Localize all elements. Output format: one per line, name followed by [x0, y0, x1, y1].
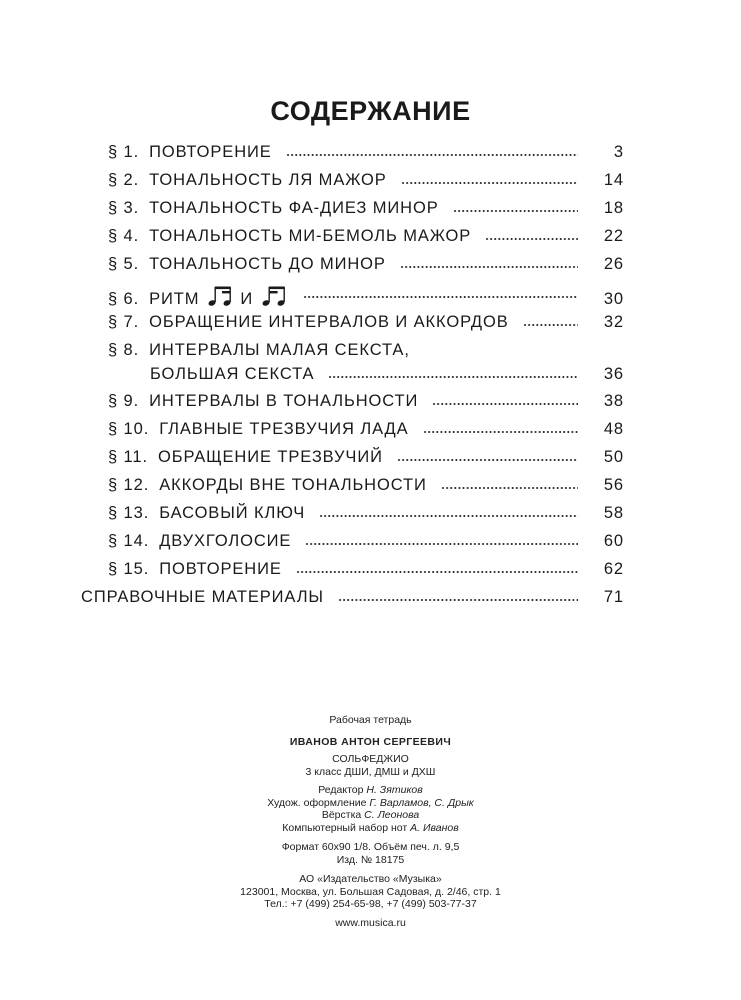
- toc-page-number: 18: [603, 199, 624, 217]
- toc-entry: [108, 143, 624, 165]
- toc-title: ДВУХГОЛОСИЕ: [159, 532, 292, 550]
- book-title: СОЛЬФЕДЖИО: [332, 753, 409, 765]
- publisher-name: АО «Издательство «Музыка»: [299, 873, 442, 885]
- toc-entry-first-line: [108, 341, 624, 363]
- publisher-website: www.musica.ru: [335, 916, 406, 929]
- toc-leader-dots: [523, 320, 578, 330]
- toc-page-number: 60: [603, 532, 624, 550]
- toc-section-number: § 8.: [108, 341, 140, 359]
- eighth-sixteenth-notes-icon: [207, 285, 233, 307]
- toc-title: ОБРАЩЕНИЕ ИНТЕРВАЛОВ И АККОРДОВ: [149, 313, 509, 331]
- toc-section-number: § 3.: [108, 199, 140, 217]
- toc-page-number: 62: [603, 560, 624, 578]
- toc-title: БАСОВЫЙ КЛЮЧ: [159, 504, 306, 522]
- toc-leader-dots: [400, 262, 578, 272]
- toc-leader-dots: [397, 455, 578, 465]
- toc-page-number: 32: [603, 313, 624, 331]
- toc-page-number: 14: [603, 171, 624, 189]
- toc-page-number: 22: [603, 227, 624, 245]
- toc-leader-dots: [319, 511, 578, 521]
- toc-entry: [108, 227, 624, 249]
- author-name: ИВАНОВ АНТОН СЕРГЕЕВИЧ: [289, 735, 452, 748]
- toc-leader-dots: [296, 567, 578, 577]
- toc-section-number: § 14.: [108, 532, 150, 550]
- toc-title: ТОНАЛЬНОСТЬ ФА-ДИЕЗ МИНОР: [149, 199, 439, 217]
- toc-leader-dots: [303, 292, 578, 302]
- toc-entry: [108, 504, 624, 526]
- toc-title-part: И: [240, 290, 254, 308]
- toc-leader-dots: [441, 483, 578, 493]
- toc-leader-dots: [453, 206, 578, 216]
- toc-section-number: § 13.: [108, 504, 150, 522]
- toc-leader-dots: [286, 150, 578, 160]
- toc-page-number: 38: [603, 392, 624, 410]
- toc-title: ИНТЕРВАЛЫ В ТОНАЛЬНОСТИ: [149, 392, 419, 410]
- toc-entry: [108, 171, 624, 193]
- toc-section-number: § 10.: [108, 420, 150, 438]
- toc-title: ТОНАЛЬНОСТЬ МИ-БЕМОЛЬ МАЖОР: [149, 227, 472, 245]
- toc-leader-dots: [328, 372, 578, 382]
- toc-entry: [108, 313, 624, 335]
- toc-title: ПОВТОРЕНИЕ: [159, 560, 282, 578]
- toc-section-number: § 9.: [108, 392, 140, 410]
- toc-title: СПРАВОЧНЫЕ МАТЕРИАЛЫ: [81, 588, 324, 606]
- toc-section-number: § 7.: [108, 313, 140, 331]
- toc-page-number: 71: [603, 588, 624, 606]
- toc-title: [149, 285, 289, 309]
- toc-page-number: 26: [603, 255, 624, 273]
- toc-section-number: § 5.: [108, 255, 140, 273]
- layout-line: Вёрстка С. Леонова: [321, 809, 420, 821]
- toc-title: ОБРАЩЕНИЕ ТРЕЗВУЧИЙ: [157, 448, 383, 466]
- toc-title: БОЛЬШАЯ СЕКСТА: [150, 365, 315, 383]
- toc-entry: [108, 560, 624, 582]
- toc-page-number: 58: [603, 504, 624, 522]
- toc-section-number: § 1.: [108, 143, 140, 161]
- toc-title: АККОРДЫ ВНЕ ТОНАЛЬНОСТИ: [159, 476, 427, 494]
- typeset-line: Компьютерный набор нот А. Иванов: [282, 821, 459, 834]
- designer-line: Худож. оформление Г. Варламов, С. Дрык: [267, 796, 474, 809]
- toc-section-number: § 12.: [108, 476, 150, 494]
- toc-title-part: РИТМ: [149, 290, 200, 308]
- page-title: СОДЕРЖАНИЕ: [270, 96, 471, 126]
- sixteenth-eighth-notes-icon: [261, 285, 287, 307]
- toc-entry: [108, 392, 624, 414]
- toc-entry: [108, 199, 624, 221]
- imprint: [0, 714, 741, 929]
- toc-section-number: § 2.: [108, 171, 140, 189]
- toc-section-number: § 4.: [108, 227, 140, 245]
- toc-leader-dots: [423, 427, 578, 437]
- toc-section-number: § 15.: [108, 560, 150, 578]
- toc-section-number: § 6.: [108, 290, 140, 308]
- publication-type: Рабочая тетрадь: [329, 714, 412, 726]
- toc-leader-dots: [305, 539, 578, 549]
- issue-number: Изд. № 18175: [336, 853, 405, 866]
- toc-page-number: 30: [603, 290, 624, 308]
- toc-section-number: § 11.: [108, 448, 148, 466]
- toc-page-number: 50: [603, 448, 624, 466]
- toc-page-number: 48: [603, 420, 624, 438]
- toc-title: ПОВТОРЕНИЕ: [149, 143, 272, 161]
- toc-entry: [108, 285, 624, 307]
- format-line: Формат 60х90 1/8. Объём печ. л. 9,5: [281, 841, 460, 853]
- toc-page-number: 36: [603, 365, 624, 383]
- toc-entry: [108, 476, 624, 498]
- toc-page-number: 56: [603, 476, 624, 494]
- toc-leader-dots: [338, 595, 578, 605]
- toc-title: ГЛАВНЫЕ ТРЕЗВУЧИЯ ЛАДА: [159, 420, 409, 438]
- toc-leader-dots: [485, 234, 578, 244]
- toc-entry-second-line: [150, 365, 624, 387]
- toc-entry: [108, 448, 624, 470]
- editor-line: Редактор Н. Зятиков: [318, 784, 423, 796]
- publisher-phone: Тел.: +7 (499) 254-65-98, +7 (499) 503-77-37: [264, 898, 477, 910]
- toc-page-number: 3: [613, 143, 624, 161]
- audience: 3 класс ДШИ, ДМШ и ДХШ: [305, 765, 436, 778]
- toc-title: ТОНАЛЬНОСТЬ ДО МИНОР: [149, 255, 386, 273]
- toc-entry: [108, 255, 624, 277]
- toc-entry: [108, 420, 624, 442]
- toc-leader-dots: [401, 178, 578, 188]
- publisher-address: 123001, Москва, ул. Большая Садовая, д. 2/46, стр. 1: [240, 885, 501, 898]
- toc-title: ИНТЕРВАЛЫ МАЛАЯ СЕКСТА,: [149, 341, 410, 359]
- toc-title: ТОНАЛЬНОСТЬ ЛЯ МАЖОР: [149, 171, 387, 189]
- toc-entry: [108, 532, 624, 554]
- toc-leader-dots: [432, 399, 578, 409]
- toc-entry: [81, 588, 624, 610]
